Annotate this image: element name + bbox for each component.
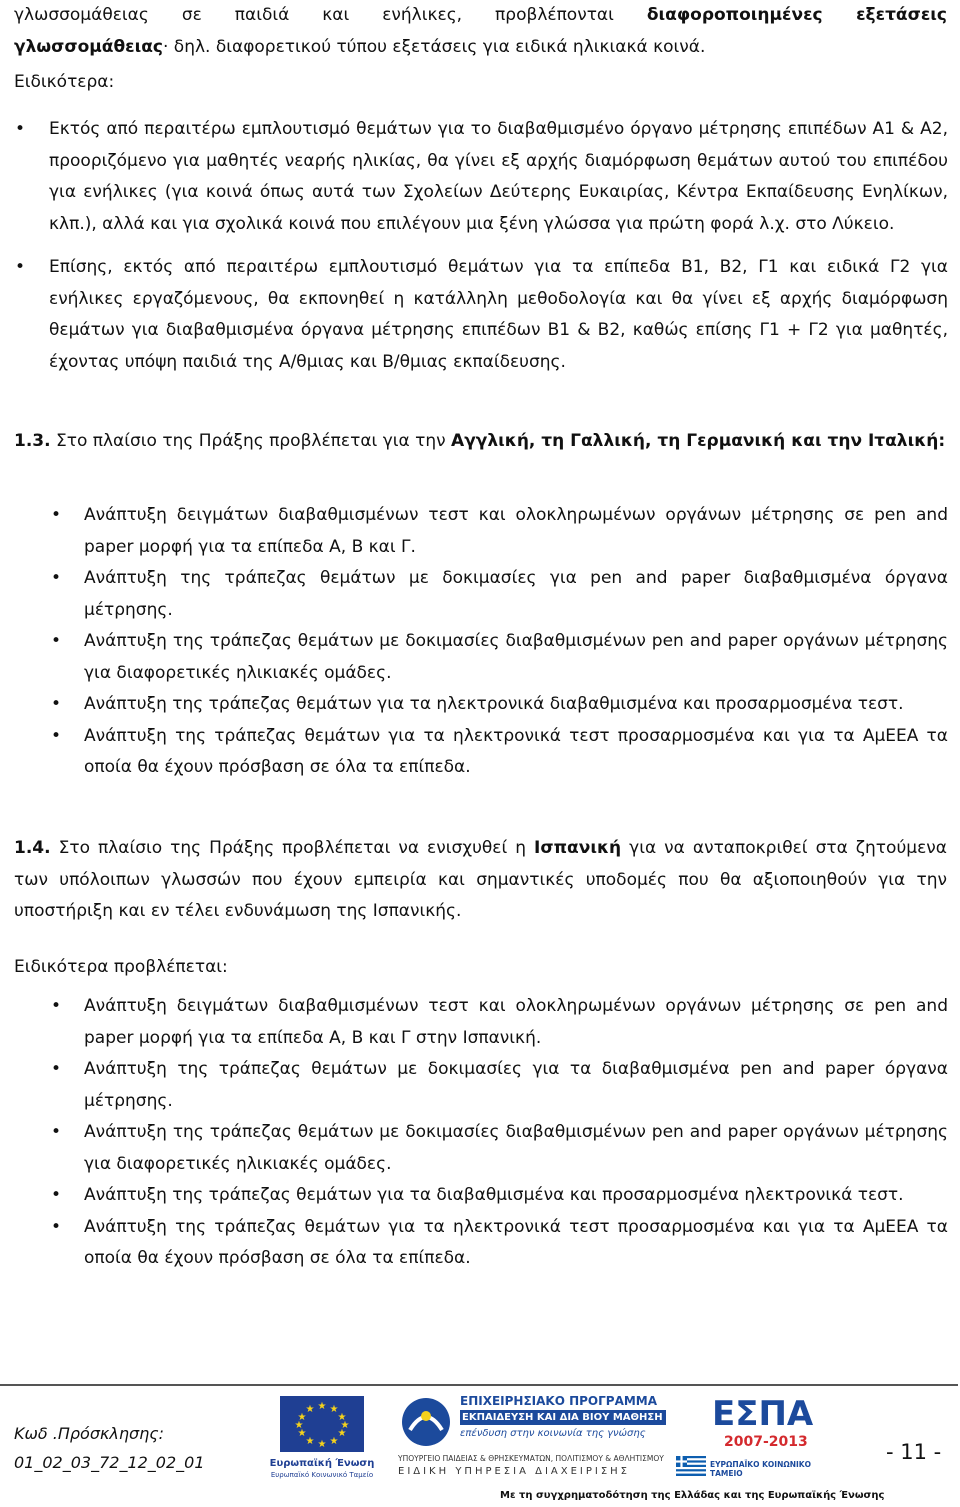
management-name: ΕΙΔΙΚΗ ΥΠΗΡΕΣΙΑ ΔΙΑΧΕΙΡΙΣΗΣ <box>398 1466 630 1477</box>
bullet-icon: • <box>51 1059 62 1079</box>
cofunding-caption: Με τη συγχρηματοδότηση της Ελλάδας και της Ευρωπαϊκής Ένωσης <box>500 1490 885 1501</box>
bullet-icon: • <box>51 996 62 1016</box>
svg-text:★: ★ <box>294 1420 304 1431</box>
eu-sublabel: Ευρωπαϊκό Κοινωνικό Ταμείο <box>270 1471 374 1479</box>
espa-years: 2007-2013 <box>724 1434 808 1450</box>
bullet-icon: • <box>15 257 26 277</box>
page-number: - 11 - <box>886 1440 942 1464</box>
svg-text:★: ★ <box>337 1412 347 1423</box>
list-item: • Ανάπτυξη της τράπεζας θεμάτων με δοκιμασίες διαβαθμισμένων pen and paper οργάνων μέτρησης για διαφορετικές ηλικιακές ομάδες. <box>0 626 948 689</box>
list-item: • Ανάπτυξη της τράπεζας θεμάτων για τα ηλεκτρονικά τεστ προσαρμοσμένα και για τα ΑμΕΕΑ τα οποία θα έχουν πρόσβαση σε όλα τα επίπεδα. <box>0 721 948 784</box>
bullet-icon: • <box>51 725 62 746</box>
call-code-value: 01_02_03_72_12_02_01 <box>14 1453 205 1472</box>
footer-divider <box>0 1384 958 1386</box>
op-emblem-icon <box>396 1394 456 1450</box>
bullet-icon: • <box>15 119 26 139</box>
list-item: • Ανάπτυξη της τράπεζας θεμάτων για τα ηλεκτρονικά διαβαθμισμένα και προσαρμοσμένα τεστ. <box>0 689 948 721</box>
bullet-icon: • <box>51 694 62 714</box>
bullet-icon: • <box>51 1185 62 1205</box>
bullet-icon: • <box>51 1122 62 1142</box>
svg-text:★: ★ <box>329 1436 339 1447</box>
bullet-list-2 <box>0 500 948 784</box>
op-title-1: ΕΠΙΧΕΙΡΗΣΙΑΚΟ ΠΡΟΓΡΑΜΜΑ <box>460 1394 658 1408</box>
intro-line-2: γλωσσομάθειας· δηλ. διαφορετικού τύπου εξετάσεις για ειδικά ηλικιακά κοινά. <box>14 36 706 57</box>
list-item: • Επίσης, εκτός από περαιτέρω εμπλουτισμό θεμάτων για τα επίπεδα Β1, Β2, Γ1 και ειδικά Γ2 για ενήλικες εργαζόμενους, θα εκπονηθεί η κατάλληλη μεθοδολογία και θα γίνει εξ αρχής διαμόρφωση θεμάτων για διαβαθμισμένα όργανα μέτρησης επιπέδων Β1 & Β2, καθώς επίσης Γ1 + Γ2 για μαθητές, έχοντας υπόψη παιδιά της Α/θμιας και Β/θμιας εκπαίδευσης. <box>0 252 948 378</box>
op-slogan: επένδυση στην κοινωνία της γνώσης <box>460 1428 646 1439</box>
call-code-label: Κωδ .Πρόσκλησης: <box>14 1424 165 1443</box>
list-item: • Ανάπτυξη δειγμάτων διαβαθμισμένων τεστ και ολοκληρωμένων οργάνων μέτρησης σε pen and paper μορφή για τα επίπεδα Α, Β και Γ στην Ισπανική. <box>0 991 948 1054</box>
espa-fund: ΕΥΡΩΠΑΪΚΟ ΚΟΙΝΩΝΙΚΟ ΤΑΜΕΙΟ <box>710 1460 811 1478</box>
bullet-icon: • <box>51 505 62 525</box>
intro-paragraph <box>14 0 947 63</box>
op-title-2: ΕΚΠΑΙΔΕΥΣΗ ΚΑΙ ΔΙΑ ΒΙΟΥ ΜΑΘΗΣΗ <box>460 1410 666 1425</box>
svg-text:★: ★ <box>337 1428 347 1439</box>
eu-logo <box>254 1390 390 1490</box>
op-logo <box>396 1390 666 1486</box>
eu-label: Ευρωπαϊκή Ένωση <box>269 1458 375 1469</box>
svg-text:★: ★ <box>329 1404 339 1415</box>
bullet-icon: • <box>51 568 62 588</box>
svg-text:★: ★ <box>297 1412 307 1423</box>
bullet-list-1 <box>0 114 948 378</box>
list-item: • Ανάπτυξη της τράπεζας θεμάτων με δοκιμασίες για pen and paper διαβαθμισμένα όργανα μέτρησης. <box>0 563 948 626</box>
svg-text:★: ★ <box>317 1401 327 1412</box>
greek-flag-icon <box>676 1456 706 1476</box>
list-item: • Ανάπτυξη της τράπεζας θεμάτων με δοκιμασίες διαβαθμισμένων pen and paper οργάνων μέτρησης για διαφορετικές ηλικιακές ομάδες. <box>0 1117 948 1180</box>
svg-text:★: ★ <box>317 1439 327 1450</box>
section-1-4-paragraph: 1.4. Στο πλαίσιο της Πράξης προβλέπεται να ενισχυθεί η Ισπανική για να ανταποκριθεί στα ζητούμενα των υπόλοιπων γλωσσών που έχουν εμπειρία και σημαντικές υποδομές που θα αξιοποιηθούν για την υποστήριξη και εν τέλει ενδυνάμωση της Ισπανικής. <box>14 838 947 921</box>
specifically-label: Ειδικότερα: <box>14 72 115 92</box>
list-item: • Ανάπτυξη της τράπεζας θεμάτων για τα ηλεκτρονικά τεστ προσαρμοσμένα και για τα ΑμΕΕΑ τα οποία θα έχουν πρόσβαση σε όλα τα επίπεδα. <box>0 1212 948 1275</box>
ministry-name: ΥΠΟΥΡΓΕΙΟ ΠΑΙΔΕΙΑΣ & ΘΡΗΣΚΕΥΜΑΤΩΝ, ΠΟΛΙΤΙΣΜΟΥ & ΑΘΛΗΤΙΣΜΟΥ <box>398 1454 664 1463</box>
list-item: • Ανάπτυξη της τράπεζας θεμάτων για τα διαβαθμισμένα και προσαρμοσμένα ηλεκτρονικά τεστ. <box>0 1180 948 1212</box>
list-item: • Ανάπτυξη δειγμάτων διαβαθμισμένων τεστ και ολοκληρωμένων οργάνων μέτρησης σε pen and paper μορφή για τα επίπεδα Α, Β και Γ. <box>0 500 948 563</box>
list-item: • Εκτός από περαιτέρω εμπλουτισμό θεμάτων για το διαβαθμισμένο όργανο μέτρησης επιπέδων Α1 & Α2, προοριζόμενο για μαθητές νεαρής ηλικίας, θα γίνει εξ αρχής διαμόρφωση θεμάτων αυτού του επιπέδου για ενήλικες (για κοινά όπως αυτά των Σχολείων Δεύτερης Ευκαιρίας, Κέντρα Εκπαίδευσης Ενηλίκων, κλπ.), αλλά και για σχολικά κοινά που επιλέγουν μια ξένη γλώσσα για πρώτη φορά λ.χ. στο Λύκειο. <box>0 114 948 240</box>
svg-text:★: ★ <box>340 1420 350 1431</box>
bullet-icon: • <box>51 631 62 651</box>
svg-text:★: ★ <box>305 1404 315 1415</box>
bullet-list-3 <box>0 991 948 1275</box>
list-item: • Ανάπτυξη της τράπεζας θεμάτων με δοκιμασίες για τα διαβαθμισμένα pen and paper όργανα μέτρησης. <box>0 1054 948 1117</box>
section-1-3-paragraph: 1.3. Στο πλαίσιο της Πράξης προβλέπεται για την Αγγλική, τη Γαλλική, τη Γερμανική και την Ιταλική: <box>14 431 946 451</box>
intro-line-1: γλωσσομάθειας σε παιδιά και ενήλικες, προβλέπονται διαφοροποιημένες εξετάσεις <box>14 5 947 25</box>
specifically-provided-label: Ειδικότερα προβλέπεται: <box>14 957 228 977</box>
espa-logo <box>676 1392 846 1484</box>
svg-text:★: ★ <box>297 1428 307 1439</box>
svg-text:★: ★ <box>305 1436 315 1447</box>
bullet-icon: • <box>51 1216 62 1237</box>
espa-title: ΕΣΠΑ <box>712 1394 814 1434</box>
